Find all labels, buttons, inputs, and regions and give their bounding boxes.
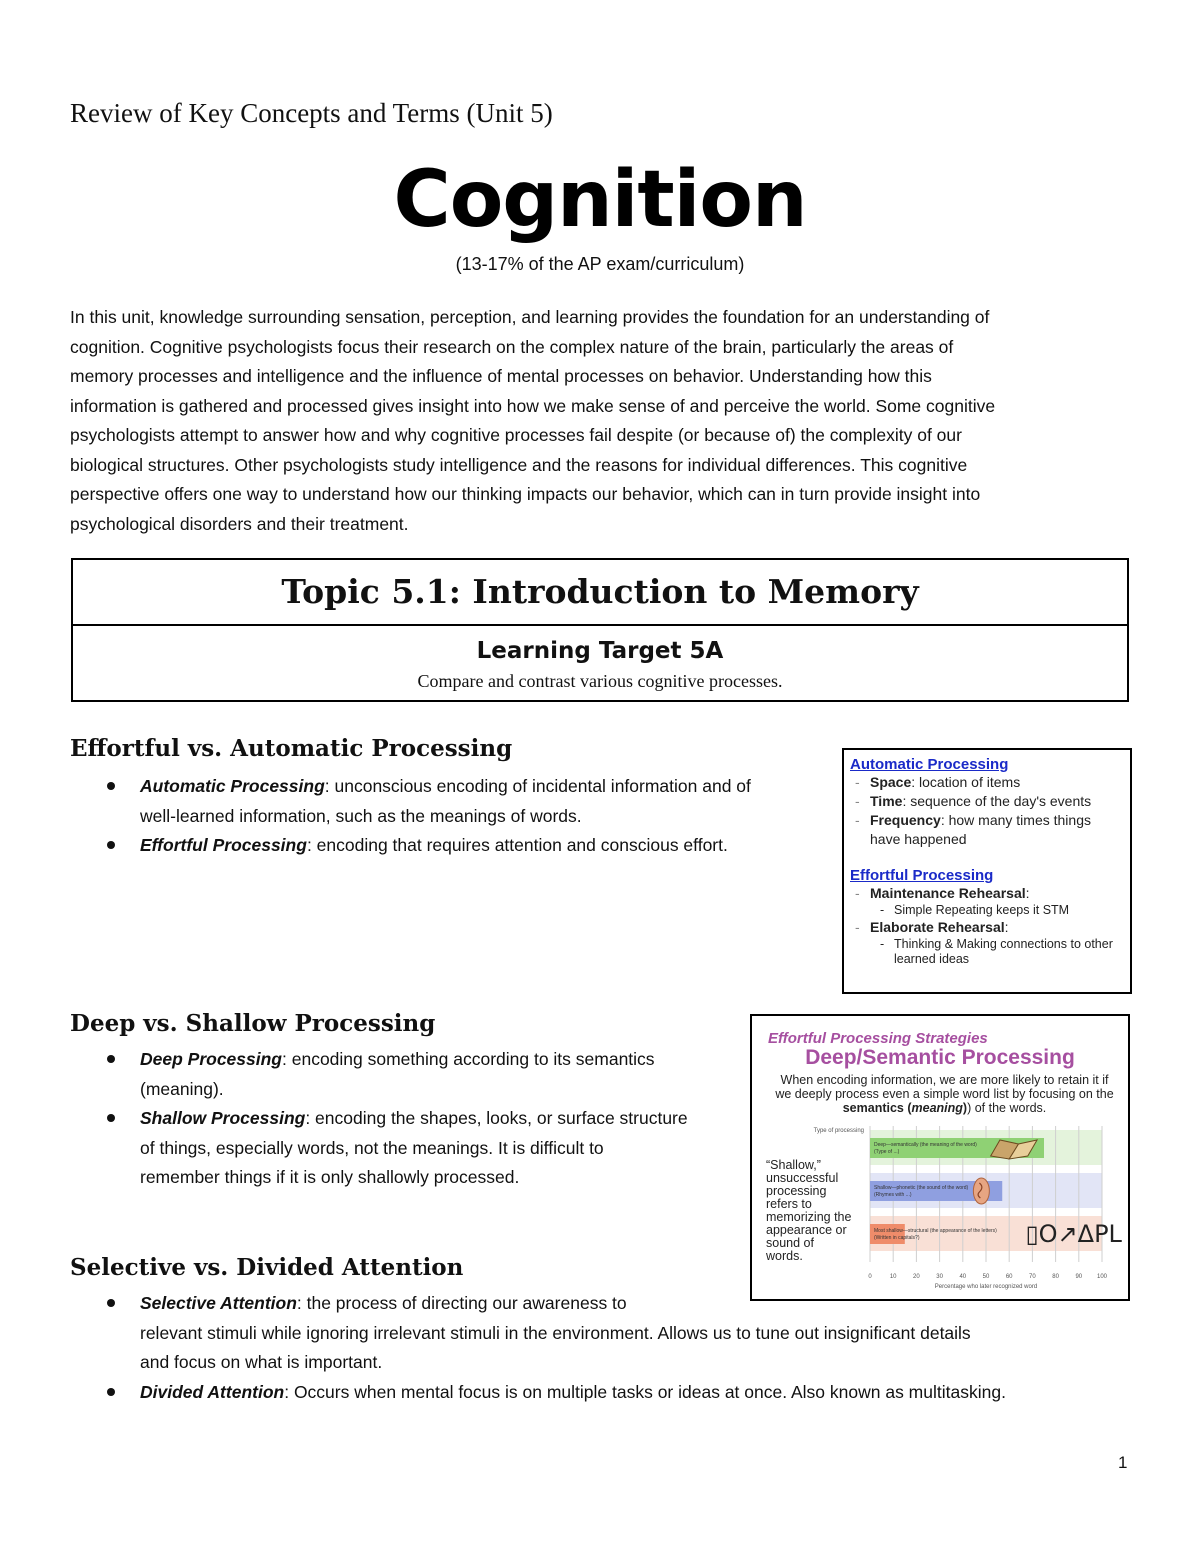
- item-text: : location of items: [911, 774, 1021, 790]
- chart-bar-label: Deep—semantically (the meaning of the word): [874, 1142, 977, 1148]
- ear-icon: [973, 1178, 989, 1204]
- chart-x-tick-label: 60: [1005, 1274, 1013, 1280]
- sub-item-text: Thinking & Making connections to other: [894, 937, 1113, 951]
- definition-text: : unconscious encoding of incidental information and of: [324, 776, 751, 796]
- processing-summary-box: [842, 748, 1132, 994]
- chart-x-tick-label: 40: [959, 1274, 967, 1280]
- page-subtitle: (13-17% of the AP exam/curriculum): [455, 254, 745, 274]
- list-item: [850, 884, 1124, 903]
- strategy-figure: [750, 1014, 1130, 1301]
- shallow-note-line: words.: [766, 1249, 803, 1263]
- chart-bar-label: (Type of ...): [874, 1149, 900, 1155]
- sub-item-text: learned ideas: [894, 952, 970, 966]
- chart-bar-label: (Written in capitals?): [874, 1235, 920, 1241]
- shallow-note-line: appearance or: [766, 1223, 847, 1237]
- item-bold: Elaborate Rehearsal: [870, 919, 1005, 935]
- definition-text: remember things if it is only shallowly processed.: [140, 1167, 520, 1187]
- automatic-processing-heading: Automatic Processing: [850, 756, 1009, 773]
- definition-text: : encoding the shapes, looks, or surface structure: [305, 1108, 688, 1128]
- item-bold: Space: [870, 774, 912, 790]
- chart-bar: [870, 1224, 905, 1244]
- sub-item: [850, 937, 1124, 967]
- definition-text: : the process of directing our awareness to: [296, 1293, 627, 1313]
- item-text: have happened: [870, 831, 967, 847]
- intro-line: perspective offers one way to understand how our thinking impacts our behavior, which can in turn provide insight into: [70, 484, 981, 504]
- intro-line: In this unit, knowledge surrounding sensation, perception, and learning provides the foundation for an understanding of: [70, 307, 990, 327]
- effortful-list: [70, 772, 850, 861]
- strategy-text-line: we deeply process even a simple word list by focusing on the: [775, 1087, 1114, 1101]
- list-item: [70, 1104, 760, 1193]
- page-number: 1: [1118, 1453, 1128, 1472]
- list-item: [70, 1289, 1150, 1378]
- effortful-processing-heading: Effortful Processing: [850, 867, 994, 884]
- strategy-text-bold: semantics (: [842, 1101, 912, 1115]
- list-item: [70, 1045, 760, 1104]
- definition-text: : Occurs when mental focus is on multiple tasks or ideas at once. Also known as multitasking.: [284, 1381, 1006, 1402]
- section-heading-effortful: Effortful vs. Automatic Processing: [70, 735, 513, 762]
- intro-line: psychologists attempt to answer how and why cognitive processes fail despite (or because of) the complexity of our: [70, 425, 962, 445]
- chart-y-axis-label: Type of processing: [813, 1128, 864, 1134]
- shallow-note-line: unsuccessful: [766, 1171, 839, 1185]
- definition-text: relevant stimuli while ignoring irrelevant stimuli in the environment. Allows us to tune out insignificant details: [140, 1322, 971, 1343]
- chart-x-tick-label: 0: [868, 1274, 872, 1280]
- definition-text: and focus on what is important.: [140, 1352, 383, 1372]
- strategy-heading: Deep/Semantic Processing: [805, 1046, 1075, 1069]
- topic-box: [71, 558, 1129, 702]
- list-item: [70, 1378, 1150, 1408]
- letters-glyph: ▯O↗ΔPL: [1025, 1220, 1122, 1248]
- item-text: :: [1004, 919, 1009, 935]
- strategy-label: Effortful Processing Strategies: [768, 1030, 988, 1047]
- chart-x-tick-label: 90: [1075, 1274, 1083, 1280]
- topic-title: Topic 5.1: Introduction to Memory: [73, 560, 1127, 626]
- list-item: [850, 773, 1124, 792]
- shallow-note-line: “Shallow,”: [766, 1158, 821, 1172]
- chart-x-tick-label: 100: [1096, 1274, 1108, 1280]
- deep-list: [70, 1045, 760, 1193]
- learning-target-title: Learning Target 5A: [476, 638, 724, 664]
- list-item: [70, 831, 850, 861]
- shallow-note-line: memorizing the: [766, 1210, 852, 1224]
- term-automatic-processing: Automatic Processing: [140, 776, 325, 796]
- term-effortful-processing: Effortful Processing: [140, 835, 307, 855]
- intro-line: memory processes and intelligence and the influence of mental processes on behavior. Understanding how this: [70, 366, 932, 386]
- definition-text: well-learned information, such as the meanings of words.: [140, 805, 582, 826]
- term-shallow-processing: Shallow Processing: [140, 1108, 306, 1128]
- list-item: [850, 918, 1124, 937]
- chart-x-tick-label: 80: [1052, 1274, 1059, 1280]
- learning-target-description: Compare and contrast various cognitive processes.: [417, 671, 783, 691]
- page-title: Cognition: [393, 155, 807, 245]
- intro-paragraph: [70, 303, 1132, 539]
- term-selective-attention: Selective Attention: [140, 1293, 297, 1313]
- chart-x-tick-label: 50: [982, 1274, 990, 1280]
- definition-text: of things, especially words, not the meanings. It is difficult to: [140, 1137, 604, 1158]
- item-bold: Time: [870, 793, 903, 809]
- attention-list: [70, 1289, 1150, 1407]
- intro-line: biological structures. Other psychologists study intelligence and the reasons for individual differences. This cognitive: [70, 454, 968, 475]
- item-text: :: [1025, 885, 1030, 901]
- strategy-text-end: ) of the words.: [967, 1101, 1047, 1115]
- chart-x-tick-label: 70: [1029, 1274, 1036, 1280]
- chart-x-tick-label: 10: [889, 1274, 897, 1280]
- chart-x-axis-label: Percentage who later recognized word: [934, 1284, 1038, 1290]
- term-divided-attention: Divided Attention: [140, 1381, 285, 1402]
- chart-x-tick-label: 20: [913, 1274, 920, 1280]
- chart-bar-label: (Rhymes with ...): [874, 1192, 912, 1198]
- section-heading-attention: Selective vs. Divided Attention: [70, 1254, 464, 1281]
- definition-text: (meaning).: [140, 1078, 224, 1099]
- definition-text: : encoding that requires attention and conscious effort.: [306, 835, 728, 855]
- list-item: [70, 772, 850, 831]
- strategy-text-italic: meaning: [911, 1101, 963, 1115]
- list-item: [850, 811, 1124, 849]
- item-text: : sequence of the day's events: [902, 793, 1092, 809]
- chart-x-tick-label: 30: [936, 1274, 943, 1280]
- item-bold: Frequency: [870, 812, 941, 828]
- shallow-note-line: sound of: [766, 1236, 814, 1250]
- chart-bar-label: Shallow—phonetic (the sound of the word): [874, 1185, 969, 1191]
- intro-line: cognition. Cognitive psychologists focus their research on the complex nature of the brain, particularly the areas of: [70, 336, 954, 357]
- strategy-text: When encoding information, we are more likely to retain it if we deeply process even a simple word list by focusing on the semantics (meaning)) of the words.: [775, 1073, 1114, 1115]
- intro-line: psychological disorders and their treatment.: [70, 513, 409, 534]
- page-header: Review of Key Concepts and Terms (Unit 5): [70, 98, 553, 128]
- sub-item: - Simple Repeating keeps it STM: [850, 903, 1124, 918]
- section-heading-deep: Deep vs. Shallow Processing: [70, 1010, 436, 1037]
- processing-chart: [752, 1016, 1128, 1299]
- chart-bar-label: Most shallow—structural (the appearance of the letters): [874, 1228, 997, 1234]
- item-text: : how many times things: [940, 812, 1091, 828]
- item-bold: Maintenance Rehearsal: [870, 885, 1026, 901]
- term-deep-processing: Deep Processing: [140, 1049, 282, 1069]
- intro-line: information is gathered and processed gives insight into how we make sense of and perceive the world. Some cognitive: [70, 395, 996, 416]
- list-item: [850, 792, 1124, 811]
- shallow-note-line: processing: [766, 1184, 827, 1198]
- shallow-note-line: refers to: [766, 1197, 812, 1211]
- definition-text: : encoding something according to its semantics: [282, 1049, 655, 1069]
- strategy-text-line: When encoding information, we are more likely to retain it if: [780, 1073, 1109, 1087]
